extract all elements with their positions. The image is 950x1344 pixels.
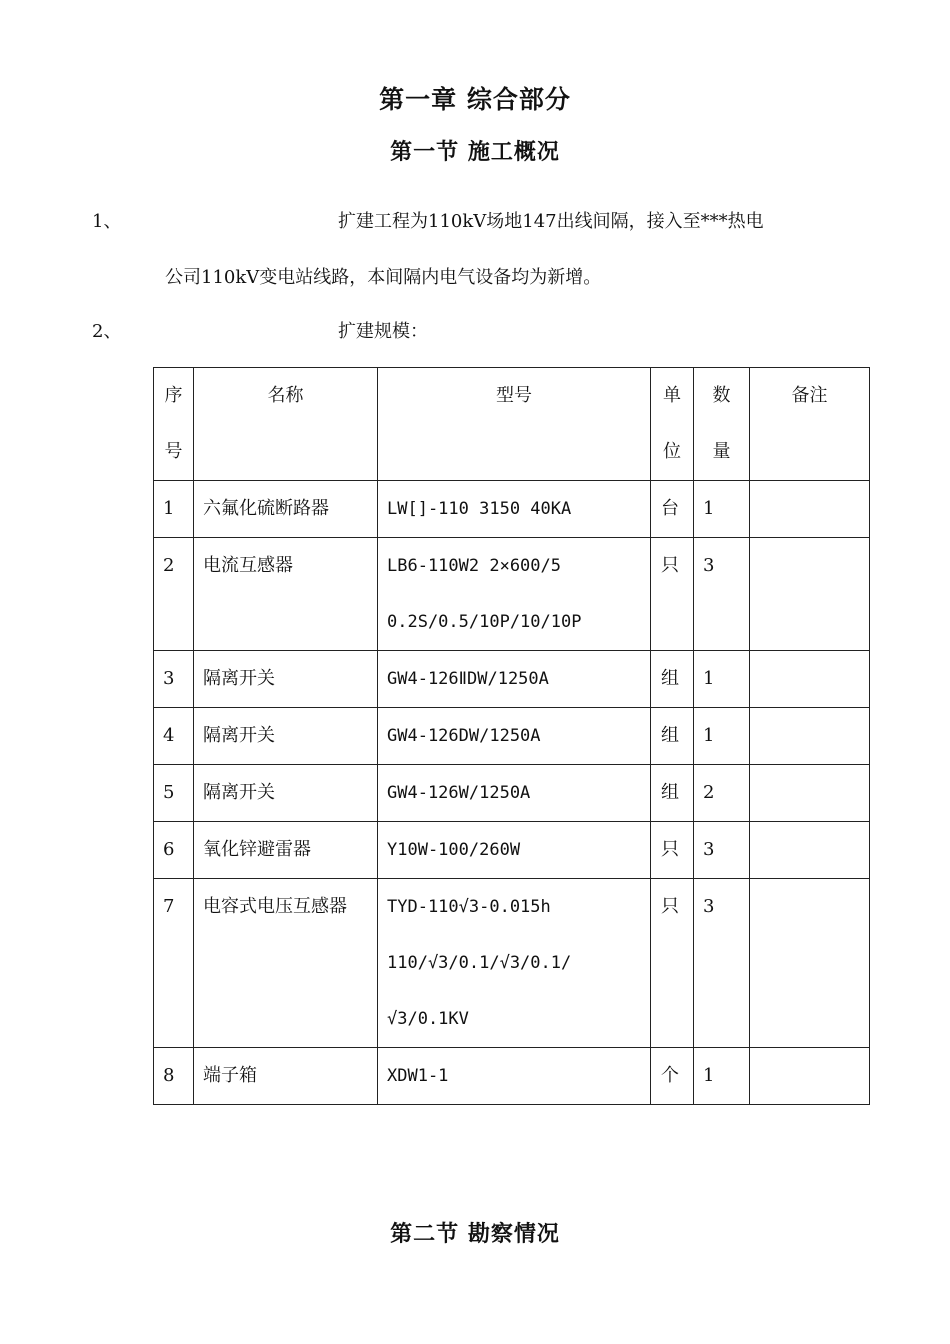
cell-unit: 组 (651, 765, 694, 822)
model-line: XDW1-1 (387, 1066, 449, 1086)
cell-seq: 2 (154, 538, 194, 651)
equipment-table (153, 367, 870, 1105)
model-line: Y10W-100/260W (387, 840, 521, 860)
cell-seq: 5 (154, 765, 194, 822)
cell-unit: 只 (651, 879, 694, 1048)
header-unit-line: 单 (663, 385, 681, 406)
model-line: TYD-110√3-0.015h (387, 897, 551, 917)
table-row (154, 822, 870, 879)
section-title: 第二节 勘察情况 (390, 1221, 560, 1247)
header-unit-line: 位 (663, 441, 681, 462)
cell-remark (750, 1048, 870, 1105)
table-row (154, 708, 870, 765)
header-unit (651, 368, 694, 481)
cell-name: 端子箱 (194, 1048, 378, 1105)
header-qty-line: 量 (712, 441, 731, 462)
table-row (154, 481, 870, 538)
cell-remark (750, 538, 870, 651)
table-row (154, 1048, 870, 1105)
header-qty-line: 数 (712, 385, 731, 406)
cell-remark (750, 765, 870, 822)
cell-model (378, 481, 651, 538)
model-line: LW[]-110 3150 40KA (387, 499, 572, 519)
cell-model (378, 822, 651, 879)
cell-name: 隔离开关 (194, 708, 378, 765)
item-text-line: 公司110kV变电站线路，本间隔内电气设备均为新增。 (165, 267, 602, 288)
header-seq-line: 号 (164, 441, 183, 462)
cell-unit: 个 (651, 1048, 694, 1105)
table-row (154, 765, 870, 822)
cell-seq: 1 (154, 481, 194, 538)
cell-name: 六氟化硫断路器 (194, 481, 378, 538)
table-header-row (154, 368, 870, 481)
item-text: 扩建规模： (338, 321, 428, 342)
cell-name: 氧化锌避雷器 (194, 822, 378, 879)
cell-model (378, 708, 651, 765)
header-remark: 备注 (750, 368, 870, 481)
cell-model (378, 1048, 651, 1105)
model-line: LB6-110W2 2×600/5 (387, 556, 561, 576)
cell-qty: 1 (694, 1048, 750, 1105)
model-line: GW4-126ⅡDW/1250A (387, 669, 549, 689)
cell-qty: 1 (694, 708, 750, 765)
cell-unit: 组 (651, 651, 694, 708)
cell-name: 隔离开关 (194, 651, 378, 708)
cell-qty: 2 (694, 765, 750, 822)
cell-remark (750, 651, 870, 708)
cell-remark (750, 822, 870, 879)
header-seq (154, 368, 194, 481)
table-row (154, 538, 870, 651)
model-line: GW4-126DW/1250A (387, 726, 541, 746)
cell-name: 隔离开关 (194, 765, 378, 822)
table-row (154, 651, 870, 708)
chapter-title: 第一章 综合部分 (379, 85, 571, 114)
header-model: 型号 (378, 368, 651, 481)
cell-model (378, 765, 651, 822)
section-title: 第一节 施工概况 (390, 139, 560, 165)
item-number: 2、 (92, 321, 122, 342)
cell-unit: 只 (651, 538, 694, 651)
table-row (154, 879, 870, 1048)
model-line: 110/√3/0.1/√3/0.1/ (387, 953, 572, 973)
header-seq-line: 序 (164, 385, 183, 406)
cell-unit: 台 (651, 481, 694, 538)
cell-remark (750, 708, 870, 765)
cell-seq: 4 (154, 708, 194, 765)
cell-unit: 组 (651, 708, 694, 765)
cell-qty: 1 (694, 481, 750, 538)
cell-seq: 6 (154, 822, 194, 879)
cell-qty: 1 (694, 651, 750, 708)
cell-unit: 只 (651, 822, 694, 879)
cell-seq: 8 (154, 1048, 194, 1105)
cell-seq: 7 (154, 879, 194, 1048)
cell-remark (750, 879, 870, 1048)
cell-qty: 3 (694, 538, 750, 651)
cell-model (378, 538, 651, 651)
cell-model (378, 651, 651, 708)
model-line: GW4-126W/1250A (387, 783, 531, 803)
cell-remark (750, 481, 870, 538)
cell-name: 电容式电压互感器 (194, 879, 378, 1048)
cell-seq: 3 (154, 651, 194, 708)
item-text-line: 扩建工程为110kV场地147出线间隔，接入至***热电 (338, 211, 764, 232)
item-number: 1、 (92, 211, 122, 232)
cell-model (378, 879, 651, 1048)
cell-qty: 3 (694, 822, 750, 879)
cell-qty: 3 (694, 879, 750, 1048)
header-name: 名称 (194, 368, 378, 481)
header-qty (694, 368, 750, 481)
cell-name: 电流互感器 (194, 538, 378, 651)
model-line: 0.2S/0.5/10P/10/10P (387, 612, 582, 632)
model-line: √3/0.1KV (387, 1009, 469, 1029)
